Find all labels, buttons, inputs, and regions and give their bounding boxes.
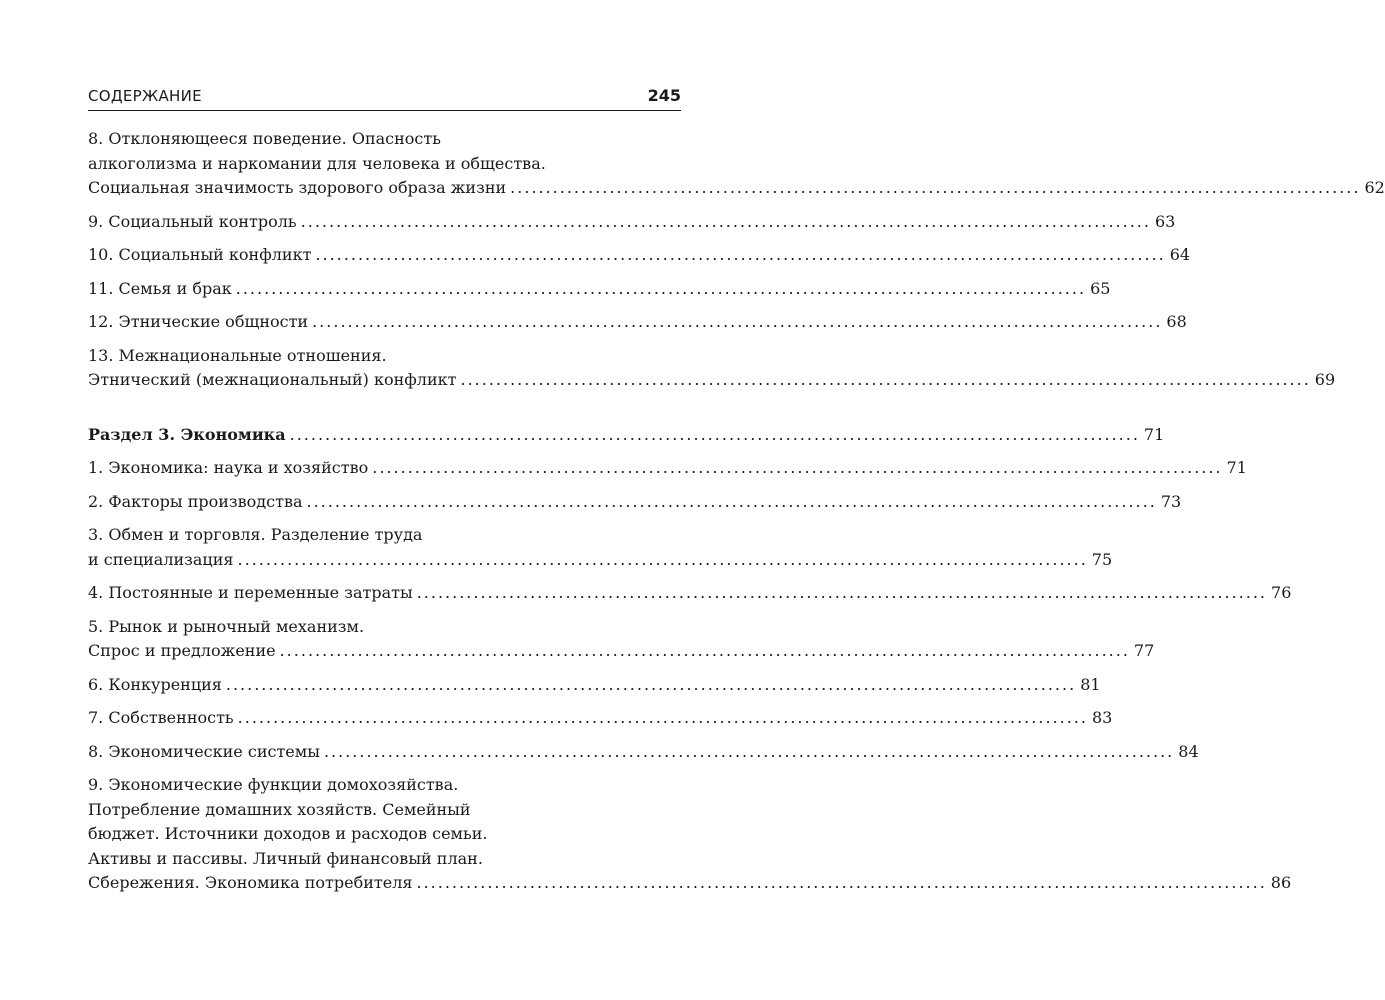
toc-entry-line: [88, 368, 1336, 393]
toc-page-number: 71: [1143, 424, 1165, 444]
toc-page-number: 65: [1090, 278, 1111, 298]
toc-entry-title: 8. Экономические системы: [88, 741, 320, 761]
toc-entry-line: [88, 871, 1292, 896]
page-header: [88, 86, 681, 111]
toc-entry-line: [88, 548, 1113, 573]
toc-entry: [88, 210, 1176, 235]
dot-leader: ........................................................................................................................: [323, 741, 1175, 761]
toc-entry: [88, 581, 1292, 606]
toc-entry-line: [88, 423, 1165, 448]
toc-entry-title: Сбережения. Экономика потребителя: [88, 873, 413, 892]
dot-leader: ........................................................................................................................: [372, 458, 1223, 477]
toc-entry-title: 9. Социальный контроль: [88, 211, 297, 231]
toc-entry-line: бюджет. Источники доходов и расходов семьи.: [88, 824, 488, 843]
toc-entry-title: Этнический (межнациональный) конфликт: [88, 370, 457, 389]
toc-entry-title: 4. Постоянные и переменные затраты: [88, 583, 413, 602]
toc-entry: [88, 310, 1187, 335]
toc-page-number: 68: [1166, 312, 1187, 331]
toc-entry: [88, 277, 1111, 302]
toc-page-number: 77: [1133, 641, 1155, 660]
toc-page-number: 71: [1226, 458, 1247, 477]
dot-leader: ........................................................................................................................: [460, 370, 1311, 389]
dot-leader: ........................................................................................................................: [306, 491, 1157, 511]
toc-entry: [88, 706, 1113, 731]
toc-page-number: 75: [1091, 549, 1113, 569]
toc-entry-title: и специализация: [88, 549, 234, 569]
toc-entry-line: [88, 243, 1191, 268]
toc-page-number: 62: [1364, 178, 1385, 197]
toc-entry: [88, 740, 1199, 765]
toc-entry-title: Социальная значимость здорового образа жизни: [88, 178, 507, 197]
running-title: СОДЕРЖАНИЕ: [88, 87, 202, 105]
dot-leader: ........................................................................................................................: [416, 873, 1267, 892]
toc-entry-line: [88, 456, 1247, 481]
toc-page-number: 63: [1154, 211, 1176, 231]
toc-entry-line: 8. Отклоняющееся поведение. Опасность: [88, 129, 441, 148]
toc-entry-line: 13. Межнациональные отношения.: [88, 345, 387, 365]
page-number: 245: [647, 86, 681, 105]
toc-entry-title: 10. Социальный конфликт: [88, 245, 312, 264]
toc-entry-line: [88, 176, 1385, 201]
toc-entry-line: 3. Обмен и торговля. Разделение труда: [88, 525, 423, 544]
toc-entry: [88, 127, 1385, 201]
dot-leader: ........................................................................................................................: [237, 549, 1088, 569]
toc-entry-title: 11. Семья и брак: [88, 278, 232, 298]
dot-leader: ........................................................................................................................: [225, 674, 1077, 694]
toc-page-number: 84: [1178, 741, 1199, 761]
toc-entry: [88, 344, 1336, 393]
toc-entry-title: 6. Конкуренция: [88, 674, 222, 694]
toc-entry-line: [88, 706, 1113, 731]
dot-leader: ........................................................................................................................: [235, 278, 1087, 298]
dot-leader: ........................................................................................................................: [416, 583, 1268, 602]
toc-page-number: 83: [1091, 708, 1113, 727]
dot-leader: ........................................................................................................................: [315, 245, 1166, 264]
toc-entry: [88, 615, 1155, 664]
toc-section-heading: [88, 423, 1165, 448]
toc-entry-title: Спрос и предложение: [88, 641, 276, 660]
toc-entry-line: 5. Рынок и рыночный механизм.: [88, 616, 365, 636]
dot-leader: ........................................................................................................................: [312, 312, 1163, 331]
toc-entry-title: 2. Факторы производства: [88, 491, 303, 511]
dot-leader: ........................................................................................................................: [510, 178, 1361, 197]
toc-entry: [88, 490, 1182, 515]
toc-entry-line: 9. Экономические функции домохозяйства.: [88, 775, 459, 794]
toc-entry-line: алкоголизма и наркомании для человека и общества.: [88, 153, 546, 173]
toc-page-number: 73: [1160, 491, 1182, 511]
toc-entry-title: 1. Экономика: наука и хозяйство: [88, 458, 369, 477]
dot-leader: ........................................................................................................................: [279, 641, 1130, 660]
dot-leader: ........................................................................................................................: [289, 424, 1140, 444]
toc-entry-line: [88, 210, 1176, 235]
toc-entry-line: [88, 740, 1199, 765]
toc-entry-line: Потребление домашних хозяйств. Семейный: [88, 799, 471, 819]
toc-page-number: 76: [1271, 583, 1292, 602]
toc-entry-line: [88, 581, 1292, 606]
toc-page-number: 81: [1080, 674, 1101, 694]
toc-entry-title: 12. Этнические общности: [88, 312, 309, 331]
toc-entry-line: [88, 277, 1111, 302]
toc-entry: [88, 456, 1247, 481]
dot-leader: ........................................................................................................................: [237, 708, 1088, 727]
toc-entry-line: [88, 639, 1155, 664]
toc-entry-title: 7. Собственность: [88, 708, 234, 727]
toc-entry-title: Раздел 3. Экономика: [88, 424, 286, 444]
toc-entry: [88, 673, 1101, 698]
toc-entry-line: [88, 490, 1182, 515]
toc-page-number: 64: [1169, 245, 1191, 264]
toc-entry: [88, 243, 1191, 268]
toc-page-number: 69: [1314, 370, 1336, 389]
table-of-contents: [88, 127, 1385, 896]
toc-entry: [88, 523, 1113, 572]
dot-leader: ........................................................................................................................: [300, 211, 1151, 231]
toc-entry-line: Активы и пассивы. Личный финансовый план.: [88, 848, 483, 868]
toc-entry-line: [88, 310, 1187, 335]
toc-entry-line: [88, 673, 1101, 698]
toc-entry: [88, 773, 1292, 896]
toc-page-number: 86: [1270, 873, 1292, 892]
